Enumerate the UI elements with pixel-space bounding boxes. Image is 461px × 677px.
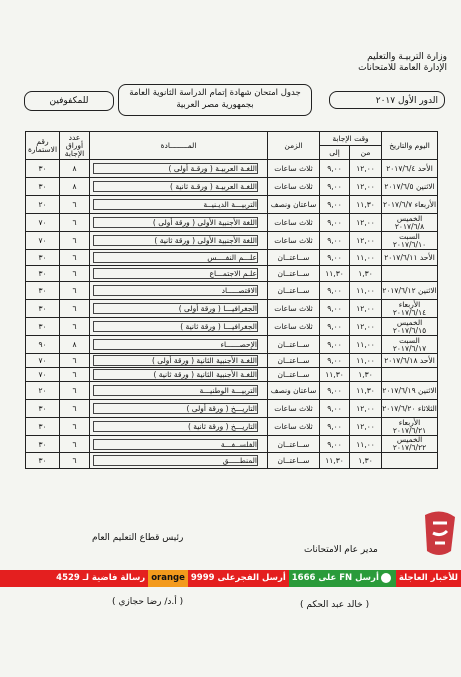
cell-subject [90, 382, 268, 400]
cell-to: ١٢,٠٠ [350, 418, 382, 436]
cell-day: الخميس ٢٠١٧/٦/٨ [382, 214, 438, 232]
cell-form: ٧٠ [26, 368, 60, 382]
cell-to: ١,٣٠ [350, 266, 382, 282]
sector-head-title: رئيس قطاع التعليم العام [92, 533, 184, 543]
exams-administration: الإدارة العامة للامتحانات [358, 63, 447, 73]
cell-form: ٣٠ [26, 418, 60, 436]
cell-subject-text: التاريـــخ ( ورقة أولى ) [93, 403, 258, 414]
cell-from: ١١,٣٠ [320, 453, 350, 469]
exam-round-label: الدور الأول ٢٠١٧ [329, 91, 445, 109]
cell-subject [90, 178, 268, 196]
cell-from: ٩,٠٠ [320, 250, 350, 266]
cell-subject-text: الإحصــــــاء [93, 339, 258, 350]
cell-sheets: ٦ [60, 436, 90, 453]
cell-subject-text: اللغة الأجنبية الأولى ( ورقة ثانية ) [93, 235, 258, 246]
cell-form: ٢٠ [26, 196, 60, 214]
cell-from: ٩,٠٠ [320, 400, 350, 418]
cell-to: ١١,٠٠ [350, 250, 382, 266]
cell-from: ٩,٠٠ [320, 436, 350, 453]
cell-duration: ثلاث ساعات [268, 214, 320, 232]
cell-day: الخميس ٢٠١٧/٦/٢٢ [382, 436, 438, 453]
cell-subject-text: التربيـــة الديـنيــة [93, 199, 258, 210]
cell-duration: ثلاث ساعات [268, 318, 320, 336]
cell-from: ١١,٣٠ [320, 368, 350, 382]
col-form-header: رقم الاستمارة [26, 132, 60, 160]
cell-form: ٣٠ [26, 282, 60, 300]
orange-logo: orange [148, 570, 188, 587]
cell-from: ٩,٠٠ [320, 318, 350, 336]
cell-sheets: ٦ [60, 400, 90, 418]
exam-schedule-table [25, 131, 438, 469]
cell-subject [90, 300, 268, 318]
circle-icon [381, 573, 391, 583]
schedule-row [26, 453, 438, 469]
document-title: جدول امتحان شهادة إتمام الدراسة الثانوية العامة [129, 88, 301, 98]
cell-subject [90, 196, 268, 214]
cell-from: ١١,٣٠ [320, 266, 350, 282]
cell-to: ١٢,٠٠ [350, 178, 382, 196]
cell-sheets: ٨ [60, 160, 90, 178]
cell-sheets: ٦ [60, 196, 90, 214]
cell-subject [90, 232, 268, 250]
cell-sheets: ٦ [60, 300, 90, 318]
cell-subject-text: اللغـة العربيـة ( ورقـة أولى ) [93, 163, 258, 174]
cell-from: ٩,٠٠ [320, 354, 350, 368]
cell-duration: ثلاث ساعات [268, 178, 320, 196]
cell-subject [90, 368, 268, 382]
cell-form: ٣٠ [26, 453, 60, 469]
cell-sheets: ٦ [60, 266, 90, 282]
cell-subject [90, 453, 268, 469]
cell-from: ٩,٠٠ [320, 160, 350, 178]
cell-to: ١١,٣٠ [350, 196, 382, 214]
cell-form: ٣٠ [26, 178, 60, 196]
cell-form: ٧٠ [26, 214, 60, 232]
banner-free-text: رسالة فاضية لـ 4529 [56, 573, 146, 583]
cell-subject-text: علـم الاجتمـــاع [93, 268, 258, 279]
cell-day: السبت ٢٠١٧/٦/١٠ [382, 232, 438, 250]
cell-to: ١٢,٠٠ [350, 214, 382, 232]
cell-subject-text: التاريـــخ ( ورقة ثانية ) [93, 421, 258, 432]
cell-sheets: ٦ [60, 354, 90, 368]
schedule-row [26, 178, 438, 196]
col-day-header: اليوم والتاريخ [382, 132, 438, 160]
schedule-row [26, 354, 438, 368]
exams-director-title: مدير عام الامتحانات [304, 545, 378, 555]
schedule-row [26, 382, 438, 400]
schedule-row [26, 336, 438, 354]
cell-day [382, 368, 438, 382]
cell-sheets: ٦ [60, 214, 90, 232]
cell-subject [90, 336, 268, 354]
cell-sheets: ٦ [60, 318, 90, 336]
cell-duration: ســاعتــان [268, 354, 320, 368]
cell-day: الأربعاء ٢٠١٧/٦/٧ [382, 196, 438, 214]
cell-from: ٩,٠٠ [320, 300, 350, 318]
cell-form: ٣٠ [26, 300, 60, 318]
ministry-name: وزارة التربيـة والتعليم [367, 52, 447, 62]
schedule-row [26, 214, 438, 232]
cell-sheets: ٦ [60, 382, 90, 400]
schedule-row [26, 318, 438, 336]
cell-day: الأحد ٢٠١٧/٦/١١ [382, 250, 438, 266]
col-time-header: وقت الإجابة [320, 132, 382, 146]
cell-subject [90, 160, 268, 178]
cell-subject-text: اللغـة الأجنبية الثانية ( ورقة أولى ) [93, 355, 258, 366]
cell-form: ٣٠ [26, 436, 60, 453]
cell-subject-text: الجغرافيـــا ( ورقة ثانية ) [93, 321, 258, 332]
cell-subject-text: الاقتصـــــاد [93, 285, 258, 296]
schedule-row [26, 160, 438, 178]
cell-from: ٩,٠٠ [320, 178, 350, 196]
cell-to: ١١,٠٠ [350, 436, 382, 453]
col-duration-header: الزمن [268, 132, 320, 160]
cell-subject [90, 214, 268, 232]
cell-subject [90, 418, 268, 436]
cell-to: ١٢,٠٠ [350, 300, 382, 318]
news-sms-banner[interactable] [0, 570, 461, 587]
cell-sheets: ٦ [60, 368, 90, 382]
schedule-row [26, 282, 438, 300]
schedule-row [26, 250, 438, 266]
cell-form: ٣٠ [26, 400, 60, 418]
alfagr-logo [421, 507, 459, 559]
schedule-row [26, 418, 438, 436]
cell-duration: ثلاث ساعات [268, 232, 320, 250]
cell-from: ٩,٠٠ [320, 382, 350, 400]
cell-form: ٢٠ [26, 382, 60, 400]
banner-news-text: للأخبار العاجلة [398, 573, 458, 583]
cell-form: ٣٠ [26, 160, 60, 178]
cell-subject-text: الجغرافيـــا ( ورقة أولى ) [93, 303, 258, 314]
cell-day [382, 266, 438, 282]
cell-to: ١٢,٠٠ [350, 232, 382, 250]
cell-subject [90, 354, 268, 368]
cell-form: ٣٠ [26, 250, 60, 266]
schedule-row [26, 266, 438, 282]
cell-to: ١١,٣٠ [350, 382, 382, 400]
cell-day: الثلاثاء ٢٠١٧/٦/٢٠ [382, 400, 438, 418]
cell-subject-text: الفلســفـــة [93, 439, 258, 450]
cell-duration: ســاعتــان [268, 436, 320, 453]
cell-duration: ســاعتــان [268, 453, 320, 469]
cell-to: ١١,٠٠ [350, 282, 382, 300]
cell-subject [90, 282, 268, 300]
schedule-row [26, 368, 438, 382]
cell-to: ١,٣٠ [350, 453, 382, 469]
cell-form: ٣٠ [26, 318, 60, 336]
cell-subject [90, 250, 268, 266]
cell-sheets: ٦ [60, 250, 90, 266]
cell-sheets: ٦ [60, 418, 90, 436]
document-subtitle: بجمهورية مصر العربية [176, 100, 254, 110]
cell-form: ٧٠ [26, 232, 60, 250]
cell-subject-text: التربيـــة الوطنيـــة [93, 385, 258, 396]
cell-duration: ســاعتــان [268, 250, 320, 266]
cell-to: ١٢,٠٠ [350, 318, 382, 336]
cell-subject [90, 400, 268, 418]
banner-alfagr-text: أرسل الفجرعلى 9999 [190, 573, 286, 583]
cell-day: الأحد ٢٠١٧/٦/٤ [382, 160, 438, 178]
cell-duration: ســاعتــان [268, 266, 320, 282]
cell-duration: ثلاث ساعات [268, 400, 320, 418]
col-to-header: إلى [320, 146, 350, 160]
cell-form: ٣٠ [26, 266, 60, 282]
exams-director-name: ( خالد عبد الحكم ) [300, 600, 370, 610]
cell-from: ٩,٠٠ [320, 232, 350, 250]
cell-subject-text: اللغـة العربيـة ( ورقـة ثانية ) [93, 181, 258, 192]
cell-from: ٩,٠٠ [320, 196, 350, 214]
document-title-box [118, 84, 312, 116]
cell-duration: ثلاث ساعات [268, 418, 320, 436]
col-from-header: من [350, 146, 382, 160]
cell-from: ٩,٠٠ [320, 214, 350, 232]
sector-head-name: ( أ.د/ رضا حجازي ) [112, 597, 184, 607]
blind-students-label: للمكفوفين [24, 91, 114, 111]
schedule-row [26, 300, 438, 318]
cell-subject [90, 266, 268, 282]
schedule-row [26, 232, 438, 250]
cell-day: الأربعاء ٢٠١٧/٦/٢١ [382, 418, 438, 436]
cell-day [382, 453, 438, 469]
cell-sheets: ٨ [60, 178, 90, 196]
cell-duration: ساعتان ونصف [268, 382, 320, 400]
schedule-row [26, 400, 438, 418]
cell-day: السبت ٢٠١٧/٦/١٧ [382, 336, 438, 354]
cell-subject [90, 436, 268, 453]
cell-day: الأربعاء ٢٠١٧/٦/١٤ [382, 300, 438, 318]
cell-subject-text: اللغة الأجنبية الأولى ( ورقة أولى ) [93, 217, 258, 228]
cell-duration: ساعتان ونصف [268, 196, 320, 214]
cell-day: الأحد ٢٠١٧/٦/١٨ [382, 354, 438, 368]
cell-day: الاثنين ٢٠١٧/٦/١٢ [382, 282, 438, 300]
cell-from: ٩,٠٠ [320, 282, 350, 300]
col-subject-header: المــــــــادة [90, 132, 268, 160]
cell-duration: ســاعتــان [268, 368, 320, 382]
cell-from: ٩,٠٠ [320, 418, 350, 436]
cell-day: الاثنين ٢٠١٧/٦/١٩ [382, 382, 438, 400]
cell-to: ١,٣٠ [350, 368, 382, 382]
cell-day: الخميس ٢٠١٧/٦/١٥ [382, 318, 438, 336]
cell-subject-text: المنطـــــق [93, 455, 258, 466]
col-sheets-header: عدد أوراق الإجابة [60, 132, 90, 160]
cell-sheets: ٦ [60, 232, 90, 250]
cell-to: ١٢,٠٠ [350, 160, 382, 178]
ministry-header [358, 52, 447, 74]
banner-fn-text: أرسل FN على 1666 [289, 570, 396, 587]
cell-form: ٧٠ [26, 354, 60, 368]
cell-subject [90, 318, 268, 336]
cell-day: الاثنين ٢٠١٧/٦/٥ [382, 178, 438, 196]
cell-to: ١٢,٠٠ [350, 400, 382, 418]
cell-subject-text: علـــم النفــــس [93, 252, 258, 263]
cell-sheets: ٦ [60, 282, 90, 300]
schedule-row [26, 196, 438, 214]
schedule-row [26, 436, 438, 453]
cell-from: ٩,٠٠ [320, 336, 350, 354]
cell-sheets: ٨ [60, 336, 90, 354]
cell-subject-text: اللغـة الأجنبية الثانية ( ورقة ثانية ) [93, 369, 258, 380]
cell-form: ٩٠ [26, 336, 60, 354]
cell-duration: ســاعتــان [268, 336, 320, 354]
cell-to: ١١,٠٠ [350, 336, 382, 354]
cell-duration: ثلاث ساعات [268, 160, 320, 178]
cell-to: ١١,٠٠ [350, 354, 382, 368]
cell-duration: ثلاث ساعات [268, 300, 320, 318]
cell-duration: ســاعتــان [268, 282, 320, 300]
cell-sheets: ٦ [60, 453, 90, 469]
